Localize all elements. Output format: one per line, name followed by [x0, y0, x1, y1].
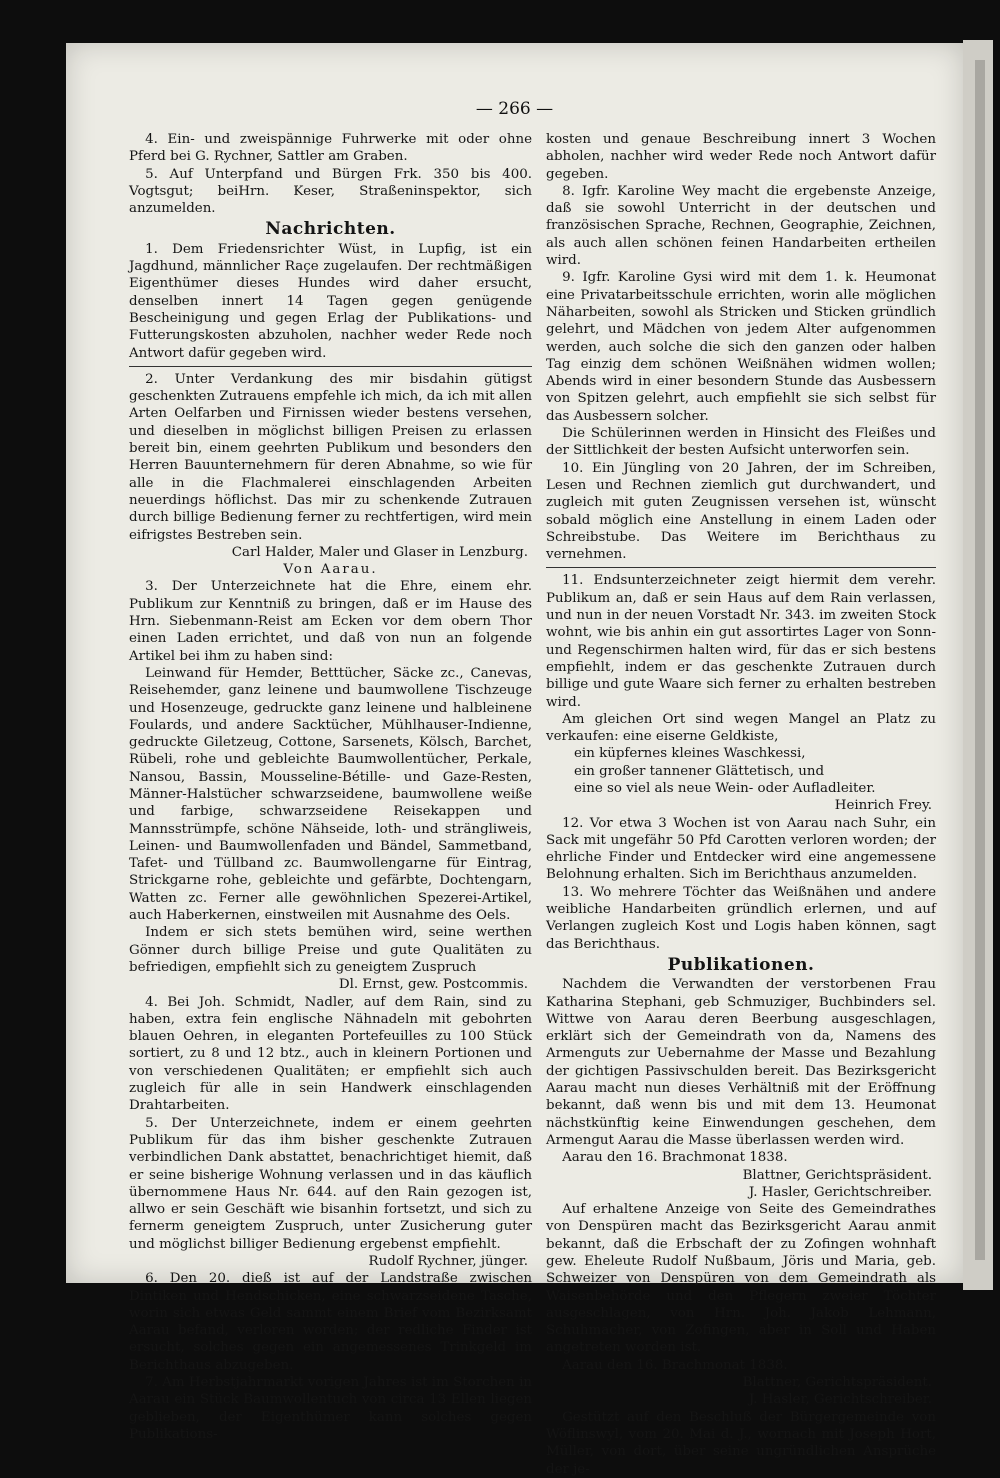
left-column — [129, 131, 532, 1443]
notice-2-painter: 2. Unter Verdankung des mir bisdahin gütigst geschenkten Zutrauens empfehle ich mich, da ich mit allen Arten Oelfarben und Firnissen wieder bestens versehen, und dieselben in möglichst billigen Preisen zu erlassen bereit bin, einem geehrten Publikum und besonders den Herren Bauunternehmern für deren Abnahme, so wie für alle in die Flachmalerei einschlagenden Arbeiten neuerdings höflichst. Das mir zu schenkende Zutrauen durch billige Bedienung ferner zu rechtfertigen, wird mein eifrigstes Bestreben sein. — [129, 371, 532, 543]
notice-8-wey: 8. Igfr. Karoline Wey macht die ergebenste Anzeige, daß sie sowohl Unterricht in der deutschen und französischen Sprache, Rechnen, Geographie, Zeichnen, als auch allen schönen feinen Handarbeiten ertheilen wird. — [546, 183, 936, 269]
signature-rychner: Rudolf Rychner, jünger. — [368, 1254, 528, 1269]
divider — [546, 567, 936, 568]
notice-7-continued: kosten und genaue Beschreibung innert 3 Wochen abholen, nachher wird weder Rede noch Antwort dafür gegeben. — [546, 132, 936, 182]
publication-date: Aarau den 16. Brachmonat 1838. — [562, 1357, 788, 1373]
publication-hort: Gestützt auf den Beschluß der Bürgergemeinde von Wöflinswyl, vom 20. Mai d. J., wornach mit Joseph Hort, Müller, von dort, über seine ungründlichen Ansprüche der je- — [546, 1409, 936, 1477]
notice-11-umbrellas: 11. Endsunterzeichneter zeigt hiermit dem verehr. Publikum an, daß er sein Haus auf dem Rain verlassen, und nun in der neuen Vorstadt Nr. 343. im zweiten Stock wohnt, wie bis anhin ein gut assortirtes Lager von Sonn- und Regenschirmen halten wird, für das er sich bestens empfiehlt, indem er das geschenkte Zutrauen durch billige und gute Waare sich ferner zu erhalten bestreben wird. — [546, 573, 936, 710]
signature-blattner: Blattner, Gerichtspräsident. — [742, 1167, 932, 1183]
page-number: — 266 — — [475, 99, 554, 119]
right-column — [546, 131, 936, 1478]
notice-13-daughters: 13. Wo mehrere Töchter das Weißnähen und andere weibliche Handarbeiten gründlich erlernen, und auf Verlangen zugleich Kost und Logis haben können, sagt das Berichthaus. — [546, 884, 936, 952]
publication-stephani: Nachdem die Verwandten der verstorbenen Frau Katharina Stephani, geb Schmuziger, Buchbinders sel. Wittwe von Aarau deren Beerbung ausgeschlagen, erklärt sich der Gemeindrath von da, Namens des Armenguts zur Uebernahme der Masse und Bezahlung der gichtigen Passivschulden bereit. Das Bezirksgericht Aarau macht nun dieses Verhältniß mit der Eröffnung bekannt, daß wenn bis und mit dem 13. Heumonat nächstkünftig keine Einwendungen geschehen, dem Armengut Aarau die Masse überlassen werden wird. — [546, 977, 936, 1148]
notice-9-gysi: 9. Igfr. Karoline Gysi wird mit dem 1. k. Heumonat eine Privatarbeitsschule errichten, worin alle möglichen Näharbeiten, sowohl als Stricken und Sticken gründlich gelehrt, und Mädchen von jedem Alter aufgenommen werden, auch solche die sich den ganzen oder halben Tag einzig dem schönen Weißnähen widmen wollen; Abends wird in einer besondern Stunde das Ausbessern von Spitzen gelehrt, auch empfiehlt sie sich selbst für das Ausbessern solcher. — [546, 270, 936, 424]
notice-3-articles: Leinwand für Hemder, Betttücher, Säcke zc., Canevas, Reisehemder, ganz leinene und baumwollene Tischzeuge und Hosenzeuge, gedruckte ganz leinene und halbleinene Foulards, und andere Sacktücher, Mühlhauser-Indienne, gedruckte Giletzeug, Cottone, Sarsenets, Kölsch, Barchet, Rübeli, rohe und gebleichte Baumwollentücher, Perkale, Nansou, Bassin, Mousseline-Bétille- und Gaze-Resten, Männer-Halstücher schwarzseidene, baumwollene weiße und farbige, schwarzseidene Reisekappen und Mannsstrümpfe, schöne Nähseide, loth- und strängliweis, Leinen- und Baumwollenfaden und Bändel, Sammetband, Tafet- und Tüllband zc. Baumwollengarne für Eintrag, Strickgarne rohe, gebleichte und gefärbte, Dochtengarn, Watten zc. Ferner alle gewöhnlichen Spezerei-Artikel, auch Haberkernen, einstweilen mit Ausnahme des Oels. — [129, 665, 532, 924]
divider — [129, 366, 532, 367]
signature-hasler: J. Hasler, Gerichtschreiber. — [748, 1184, 932, 1200]
adjacent-page-shadow — [975, 60, 985, 1260]
notice-11-for-sale: Am gleichen Ort sind wegen Mangel an Platz zu verkaufen: eine eiserne Geldkiste, — [546, 711, 936, 745]
notice-7-cloth: 7. Am Herbstjahrmarkt vorigen Jahres ist im Storchen in Aarau ein Stück Baumwollentuch von circa 13 Ellen liegen geblieben, der Eigenthümer kann solches gegen Publikations- — [129, 1375, 532, 1442]
notice-4-needles: 4. Bei Joh. Schmidt, Nadler, auf dem Rain, sind zu haben, extra fein englische Nähnadeln mit gebohrten blauen Oehren, in eleganten Portefeuilles zu 100 Stück sortiert, zu 8 und 12 btz., auch in kleinern Portionen und von verschiedenen Qualitäten; er empfiehlt sich auch zugleich für alle in sein Handwerk einschlagenden Drahtarbeiten. — [129, 994, 532, 1114]
notice-10-youth: 10. Ein Jüngling von 20 Jahren, der im Schreiben, Lesen und Rechnen ziemlich gut durchwandert, und zugleich mit guten Zeugnissen versehen ist, wünscht sobald möglich eine Anstellung in einem Laden oder Schreibstube. Das Weitere im Berichthaus zu vernehmen. — [546, 460, 936, 563]
publication-nussbaum: Auf erhaltene Anzeige von Seite des Gemeindrathes von Denspüren macht das Bezirksgericht Aarau anmit bekannt, daß die Erbschaft der zu Zofingen wohnhaft gew. Eheleute Rudolf Nußbaum, Jöris und Maria, geb. Schweizer von Denspüren von dem Gemeindrath als Waisenbehörde und den Pflegern zweier Töchter ausgeschlagen, von Hrn. Joh. Jakob Lehmann, Schuhmacher, von Zofingen, aber in Soll und Haben angetreten worden ist. — [546, 1202, 936, 1356]
signature-ernst: Dl. Ernst, gew. Postcommis. — [338, 977, 528, 993]
signature-blattner: Blattner, Gerichtspräsident. — [742, 1375, 932, 1391]
newspaper-page — [66, 43, 963, 1477]
notice-3-closing: Indem er sich stets bemühen wird, seine werthen Gönner durch billige Preise und gute Qualitäten zu befriedigen, empfiehlt sich zu geneigtem Zuspruch — [129, 925, 532, 975]
notice-5-move: 5. Der Unterzeichnete, indem er einem geehrten Publikum für das ihm bisher geschenkte Zutrauen verbindlichen Dank abstattet, benachrichtiget hiemit, daß er seine bisherige Wohnung verlassen und in das käuflich übernommene Haus Nr. 644. auf den Rain gezogen ist, allwo er sein Geschäft wie bisanhin fortsetzt, und sich zu fernerm geneigtem Zuspruch, unter Zusicherung guter und möglichst billiger Bedienung ergebenst empfiehlt. — [129, 1115, 532, 1252]
notice-6-lost-bag: 6. Den 20. dieß ist auf der Landstraße zwischen Dintiken und Hendschicken, eine schwarzseidene Tasche, worin sich etwas Geld sammt einem Brief vom Bezirksamt Aarau befand, verloren worden; der redliche Finder ist ersucht, solches gegen ein angemessenes Trinkgeld im Berichthaus abzugeben. — [129, 1271, 532, 1373]
ad-5-loan: 5. Auf Unterpfand und Bürgen Frk. 350 bis 400. Vogtsgut; beiHrn. Keser, Straßeninspektor, sich anzumelden. — [129, 166, 532, 217]
signature-halder: Carl Halder, Maler und Glaser in Lenzburg. — [231, 544, 528, 560]
byline-von-aarau: Von Aarau. — [283, 562, 378, 578]
section-heading-nachrichten: Nachrichten. — [265, 219, 396, 240]
ad-4-wagons: 4. Ein- und zweispännige Fuhrwerke mit oder ohne Pferd bei G. Rychner, Sattler am Graben. — [129, 132, 532, 165]
notice-3-shop: 3. Der Unterzeichnete hat die Ehre, einem ehr. Publikum zur Kenntniß zu bringen, daß er im Hause des Hrn. Siebenmann-Reist am Ecken vor dem obern Thor einen Laden errichtet, und daß von nun an folgende Artikel bei ihm zu haben sind: — [129, 579, 532, 664]
notice-12-sack: 12. Vor etwa 3 Wochen ist von Aarau nach Suhr, ein Sack mit ungefähr 50 Pfd Carotten verloren worden; der ehrliche Finder und Entdecker wird eine angemessene Belohnung erhalten. Sich im Berichthaus anzumelden. — [546, 815, 936, 883]
section-heading-publikationen: Publikationen. — [667, 954, 815, 975]
notice-9-pupils: Die Schülerinnen werden in Hinsicht des Fleißes und der Sittlichkeit der besten Aufsicht unterworfen sein. — [546, 426, 936, 459]
sale-item: eine so viel als neue Wein- oder Aufladleiter. — [574, 780, 876, 796]
publication-date: Aarau den 16. Brachmonat 1838. — [562, 1150, 788, 1166]
signature-hasler: J. Hasler, Gerichtschreiber. — [748, 1392, 932, 1408]
notice-1-dog: 1. Dem Friedensrichter Wüst, in Lupfig, ist ein Jagdhund, männlicher Raçe zugelaufen. Der rechtmäßigen Eigenthümer dieses Hundes wird daher ersucht, denselben innert 14 Tagen gegen genügende Bescheinigung und gegen Erlag der Publikations- und Futterungskosten abzuholen, nachher weder Rede noch Antwort dafür gegeben wird. — [129, 241, 532, 361]
sale-item: ein großer tannener Glättetisch, und — [574, 763, 825, 779]
signature-frey: Heinrich Frey. — [834, 798, 932, 814]
sale-item: ein küpfernes kleines Waschkessi, — [574, 746, 806, 762]
